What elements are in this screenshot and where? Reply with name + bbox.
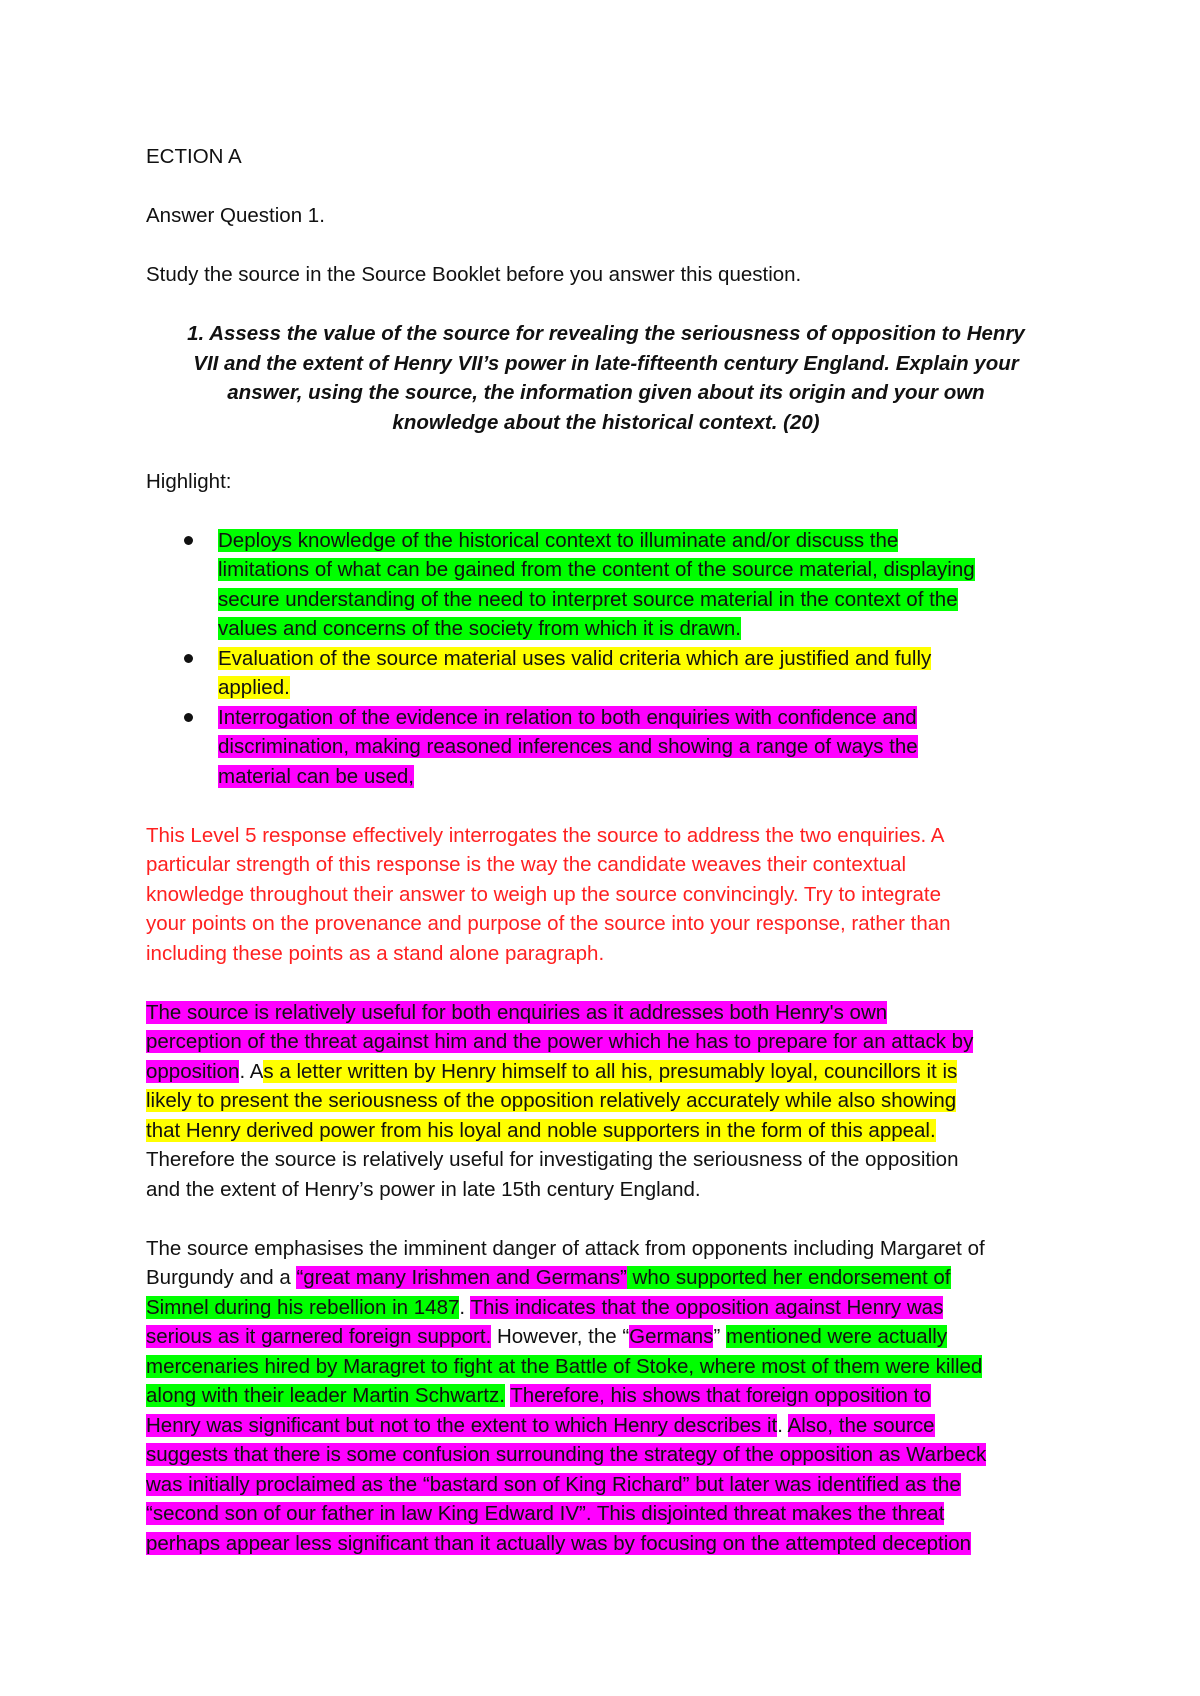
comment-line: knowledge throughout their answer to weigh up the source convincingly. Try to integrate — [146, 882, 942, 906]
criteria-item-yellow — [146, 644, 1066, 703]
answer-paragraph-1 — [146, 998, 1066, 1205]
instruction-text: Answer Question 1. — [146, 204, 325, 227]
question-line: knowledge about the historical context. (20) — [392, 410, 820, 434]
criteria-text: values and concerns of the society from which it is drawn. — [218, 617, 741, 640]
document-body — [146, 142, 1066, 1558]
answer-text: Therefore, his shows that foreign opposition to — [510, 1384, 931, 1407]
answer-text: Germans — [629, 1325, 714, 1348]
answer-text: This indicates that the opposition against Henry was — [470, 1295, 944, 1319]
answer-text: Henry was significant but not to the extent to which Henry describes it — [146, 1413, 778, 1437]
answer-text: suggests that there is some confusion surrounding the strategy of the opposition as Warbeck — [146, 1443, 987, 1466]
criteria-text: secure understanding of the need to interpret source material in the context of the — [218, 587, 958, 611]
comment-line: your points on the provenance and purpose of the source into your response, rather than — [146, 912, 951, 935]
bullet-icon — [184, 654, 193, 663]
criteria-text: material can be used, — [218, 764, 415, 788]
question-line: VII and the extent of Henry VII’s power in late-fifteenth century England. Explain your — [193, 351, 1019, 375]
answer-text: opposition — [146, 1059, 240, 1083]
answer-text: along with their leader Martin Schwartz. — [146, 1384, 505, 1407]
answer-text: serious as it garnered foreign support. — [146, 1325, 492, 1348]
examiner-comment — [146, 821, 1066, 969]
answer-text: Burgundy and a — [146, 1266, 297, 1289]
comment-line: including these points as a stand alone paragraph. — [146, 941, 605, 965]
answer-text: . — [459, 1295, 471, 1319]
bullet-icon — [184, 536, 193, 545]
answer-text: was initially proclaimed as the “bastard son of King Richard” but later was identified as the — [146, 1472, 961, 1496]
answer-text: mentioned were actually — [726, 1325, 948, 1348]
answer-text: perhaps appear less significant than it actually was by focusing on the attempted deception — [146, 1531, 972, 1555]
answer-text: likely to present the seriousness of the opposition relatively accurately while also showing — [146, 1089, 957, 1112]
criteria-text: Evaluation of the source material uses valid criteria which are justified and fully — [218, 646, 932, 670]
answer-text: However, the “ — [491, 1325, 630, 1348]
answer-text: s a letter written by Henry himself to all his, presumably loyal, councillors it is — [263, 1059, 958, 1083]
answer-text: Simnel during his rebellion in 1487 — [146, 1295, 460, 1319]
answer-text: The source is relatively useful for both enquiries as it addresses both Henry's own — [146, 1000, 888, 1024]
answer-text: and the extent of Henry’s power in late 15th century England. — [146, 1177, 701, 1201]
answer-text: Also, the source — [787, 1413, 935, 1437]
answer-text: “second son of our father in law King Edward IV”. This disjointed threat makes the threat — [146, 1502, 945, 1525]
question-block — [146, 319, 1066, 437]
answer-text: perception of the threat against him and the power which he has to prepare for an attack by — [146, 1030, 974, 1053]
comment-line: particular strength of this response is the way the candidate weaves their contextual — [146, 853, 907, 876]
criteria-text: Interrogation of the evidence in relation to both enquiries with confidence and — [218, 705, 917, 729]
answer-text: . — [777, 1413, 788, 1437]
answer-text: Therefore the source is relatively useful for investigating the seriousness of the opposition — [146, 1148, 959, 1171]
bullet-icon — [184, 713, 193, 722]
criteria-text: applied. — [218, 676, 290, 699]
answer-text: The source emphasises the imminent danger of attack from opponents including Margaret of — [146, 1236, 985, 1260]
highlight-label: Highlight: — [146, 469, 232, 493]
criteria-item-green — [146, 526, 1066, 644]
answer-text: ” — [713, 1325, 726, 1348]
criteria-text: limitations of what can be gained from the content of the source material, displaying — [218, 558, 975, 581]
section-heading: ECTION A — [146, 145, 242, 168]
answer-text: that Henry derived power from his loyal and noble supporters in the form of this appeal. — [146, 1118, 936, 1142]
question-line: 1. Assess the value of the source for revealing the seriousness of opposition to Henry — [187, 322, 1025, 345]
answer-paragraph-2 — [146, 1234, 1066, 1559]
answer-text: who supported her endorsement of — [626, 1266, 951, 1289]
answer-text: “great many Irishmen and Germans” — [296, 1266, 627, 1289]
answer-text: . A — [239, 1059, 264, 1083]
criteria-item-magenta — [146, 703, 1066, 792]
question-line: answer, using the source, the information given about its origin and your own — [227, 381, 985, 404]
answer-text: mercenaries hired by Maragret to fight at the Battle of Stoke, where most of them were killed — [146, 1354, 983, 1378]
criteria-text: Deploys knowledge of the historical context to illuminate and/or discuss the — [218, 528, 899, 552]
comment-line: This Level 5 response effectively interrogates the source to address the two enquiries. A — [146, 823, 945, 847]
criteria-text: discrimination, making reasoned inferences and showing a range of ways the — [218, 735, 918, 758]
study-instruction: Study the source in the Source Booklet before you answer this question. — [146, 263, 802, 286]
